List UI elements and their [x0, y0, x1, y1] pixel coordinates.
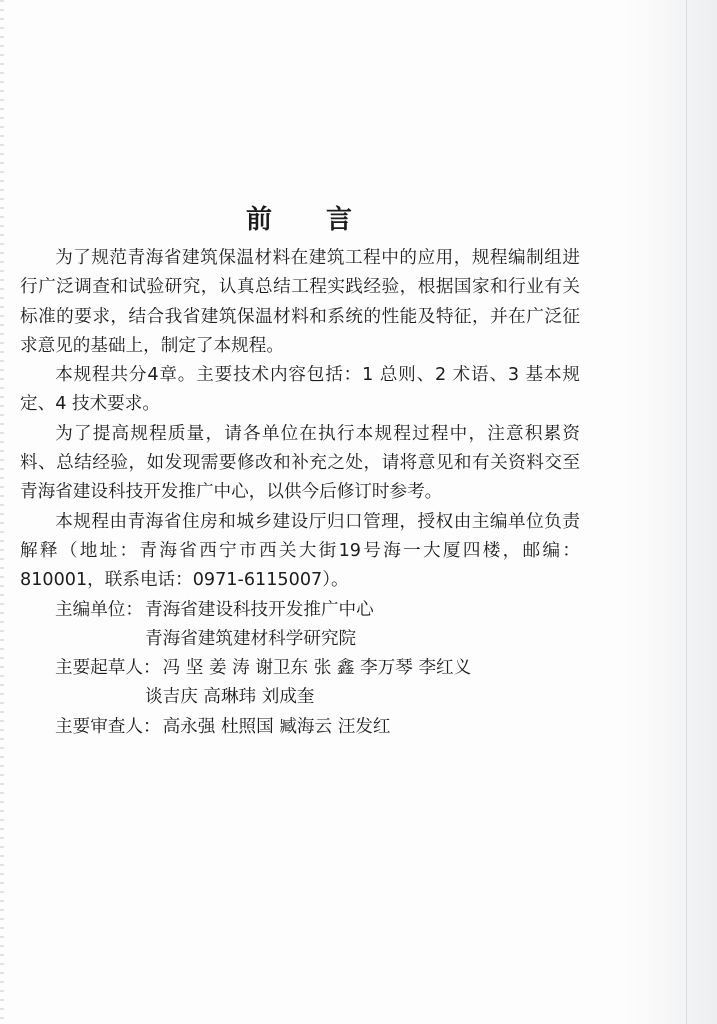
paragraph-purpose: 为了规范青海省建筑保温材料在建筑工程中的应用，规程编制组进行广泛调查和试验研究，认真总结工程实践经验，根据国家和行业有关标准的要求，结合我省建筑保温材料和系统的性能及特征，并在广泛征求意见的基础上，制定了本规程。: [20, 248, 580, 356]
drafters-line-1: 冯 坚 姜 涛 谢卫东 张 鑫 李万琴 李红义: [162, 658, 472, 679]
drafters-row: [20, 654, 580, 683]
reviewers-row: [20, 713, 580, 742]
chief-editor-1: 青海省建设科技开发推广中心: [144, 599, 374, 620]
page-title: [0, 199, 600, 236]
reviewers-list: 高永强 杜照国 臧海云 汪发红: [162, 716, 391, 737]
scan-binding-marks: [0, 0, 4, 1024]
drafters-line-2: 谈吉庆 高琳玮 刘成奎: [145, 687, 315, 708]
chief-editor-2: 青海省建筑建材科学研究院: [145, 628, 357, 649]
scan-edge-line: [686, 0, 687, 1024]
drafters-label: 主要起草人：: [55, 658, 161, 679]
chief-editor-label: 主编单位：: [55, 599, 143, 620]
chief-editor-row: [20, 596, 580, 625]
paragraph-feedback: 为了提高规程质量，请各单位在执行本规程过程中，注意积累资料、总结经验，如发现需要修改和补充之处，请将意见和有关资料交至青海省建设科技开发推广中心，以供今后修订时参考。: [20, 423, 580, 503]
title-char-2: 言: [326, 205, 355, 235]
scan-shadow: [627, 0, 717, 1024]
paragraph-chapters: 本规程共分4章。主要技术内容包括：1 总则、2 术语、3 基本规定、4 技术要求。: [20, 365, 580, 415]
title-char-1: 前: [245, 205, 274, 235]
paragraph-management: 本规程由青海省住房和城乡建设厅归口管理，授权由主编单位负责解释（地址：青海省西宁市西关大街19号海一大厦四楼，邮编：810001，联系电话：0971-6115007）。: [20, 511, 580, 591]
preface-body: [20, 244, 580, 742]
reviewers-label: 主要审查人：: [55, 716, 161, 737]
